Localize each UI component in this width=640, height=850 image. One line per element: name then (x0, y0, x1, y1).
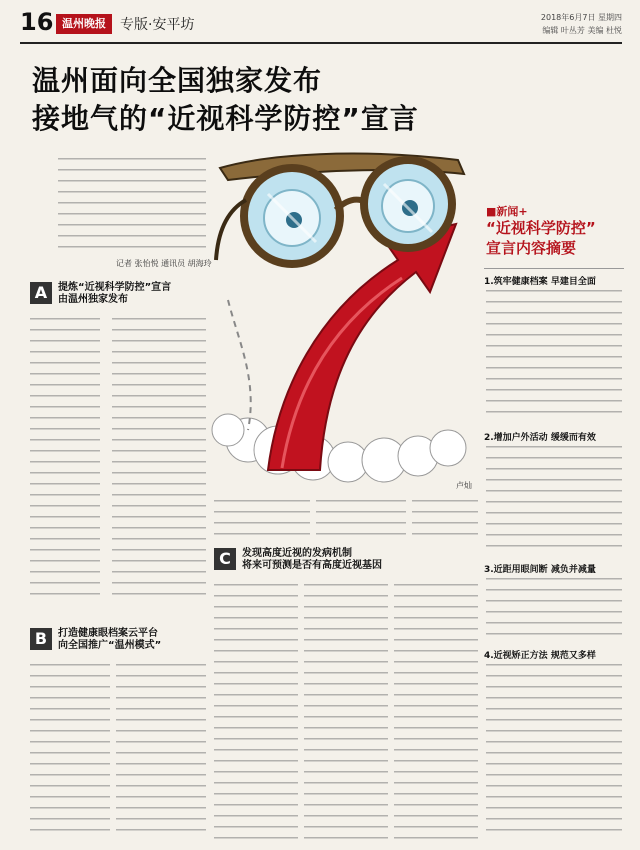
page-header (20, 10, 622, 40)
column-4-text (316, 500, 406, 540)
sidebar-text-1 (486, 290, 622, 414)
paper-logo: 温州晚报 (56, 14, 112, 34)
column-1-text (30, 318, 100, 598)
column-8-text (394, 584, 478, 840)
sidebar-item-4: 4.近视矫正方法 规范又多样 (484, 651, 596, 661)
section-title-line: 由温州独家发布 (58, 294, 128, 305)
section-title-line: 打造健康眼档案云平台 (58, 628, 158, 639)
sidebar-item-2: 2.增加户外活动 缓缓而有效 (484, 433, 596, 443)
section-c-head (214, 548, 478, 576)
column-2-text (112, 318, 206, 598)
issue-date: 2018年6月7日 星期四 (540, 13, 622, 22)
section-b-head (30, 628, 206, 656)
section-letter: A (30, 282, 52, 304)
sidebar-title (486, 218, 626, 258)
section-title-line: 向全国推广“温州模式” (58, 640, 162, 651)
column-b2-text (116, 664, 206, 840)
sidebar-text-2 (486, 446, 622, 552)
headline-line-2: 接地气的“近视科学防控”宣言 (32, 102, 419, 135)
section-c-title (242, 548, 382, 572)
cartoon-illustration (208, 140, 478, 495)
section-letter: B (30, 628, 52, 650)
section-title-line: 发现高度近视的发病机制 (242, 548, 352, 559)
sidebar-item-3: 3.近距用眼间断 减负并减量 (484, 565, 596, 575)
editor-meta: 编辑 叶丛芳 美编 杜悦 (542, 26, 622, 35)
column-6-text (214, 584, 298, 840)
section-name: 专版·安平坊 (120, 17, 195, 33)
lede-text (58, 158, 206, 254)
lede-byline: 记者 张怡悦 通讯员 胡海玲 (116, 259, 212, 268)
cloud-puffs (212, 414, 466, 482)
section-title-line: 将来可预测是否有高度近视基因 (242, 560, 382, 571)
page-number: 16 (20, 8, 54, 36)
column-7-text (304, 584, 388, 840)
header-rule (20, 42, 622, 44)
sidebar-tag: ■新闻+ (486, 205, 528, 218)
section-a-title (58, 282, 171, 306)
section-a-head (30, 282, 206, 310)
section-title-line: 提炼“近视科学防控”宣言 (58, 282, 172, 293)
sidebar-text-4 (486, 664, 622, 840)
headline-line-1: 温州面向全国独家发布 (32, 64, 323, 97)
column-5-text (412, 500, 478, 540)
sidebar-item-1: 1.筑牢健康档案 早建目全面 (484, 277, 596, 287)
sidebar-rule (484, 268, 624, 269)
column-b-text (30, 664, 110, 840)
sidebar-text-3 (486, 578, 622, 640)
illustration-signature: 卢灿 (456, 481, 472, 490)
main-headline (32, 62, 502, 138)
sidebar-title-line: “近视科学防控” (486, 219, 596, 237)
glasses (216, 154, 464, 264)
section-letter: C (214, 548, 236, 570)
sidebar-title-line: 宣言内容摘要 (486, 239, 577, 257)
section-b-title (58, 628, 161, 652)
column-3-text (214, 500, 310, 540)
